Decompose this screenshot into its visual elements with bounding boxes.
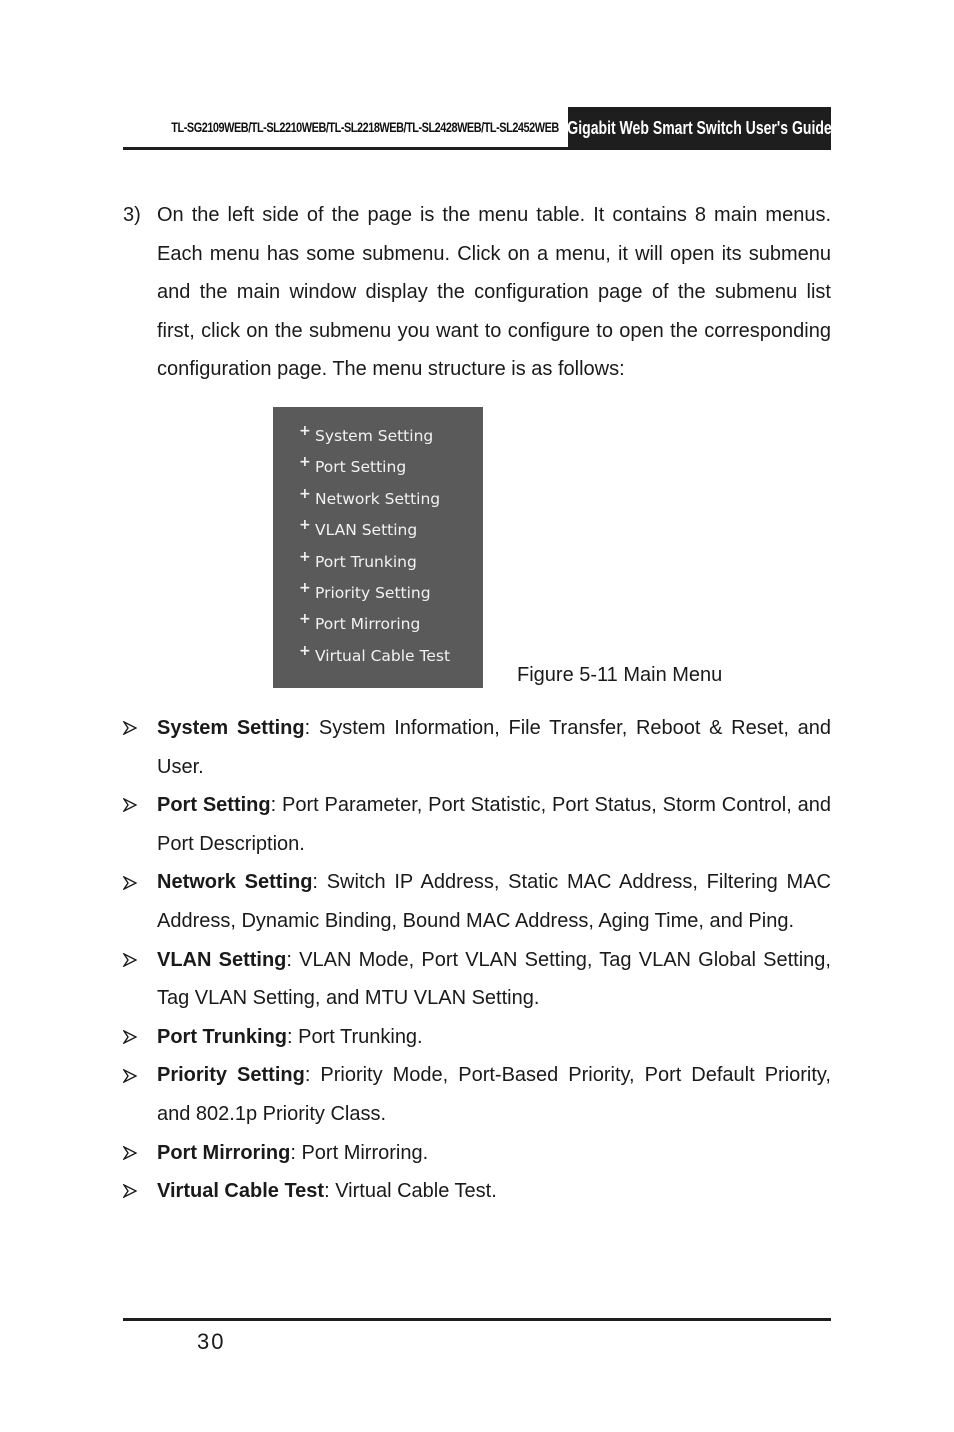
page-header — [123, 107, 831, 150]
menu-item-virtual-cable-test[interactable] — [299, 645, 450, 667]
plus-icon: + — [299, 643, 311, 659]
header-rule — [123, 147, 831, 150]
main-menu-panel — [273, 407, 483, 688]
list-item — [123, 863, 831, 940]
menu-item-label: Port Trunking — [315, 553, 417, 571]
menu-item-label: Network Setting — [315, 490, 441, 508]
header-guide-badge — [568, 107, 831, 150]
arrow-bullet-icon — [123, 941, 141, 980]
list-item — [123, 1018, 831, 1057]
list-item-term: Network Setting — [157, 871, 313, 894]
arrow-bullet-icon — [123, 786, 141, 825]
list-item-desc: : Port Mirroring. — [290, 1141, 429, 1164]
page-number: 30 — [197, 1329, 226, 1354]
list-item-desc: : VLAN Mode, Port VLAN Setting, Tag VLAN Global Setting, Tag VLAN Setting, and MTU VLAN Setting. — [157, 948, 831, 1010]
menu-item-system-setting[interactable] — [299, 425, 433, 447]
plus-icon: + — [299, 423, 311, 439]
list-item-term: System Setting — [157, 717, 305, 739]
menu-item-label: System Setting — [315, 427, 434, 445]
list-item-desc: : System Information, File Transfer, Reboot & Reset, and User. — [157, 717, 832, 778]
intro-number: 3) — [123, 204, 141, 226]
header-guide-title: Gigabit Web Smart Switch User's Guide — [567, 118, 832, 138]
footer-rule — [123, 1318, 831, 1321]
arrow-bullet-icon — [123, 1172, 141, 1211]
list-item — [123, 1172, 831, 1211]
menu-item-port-setting[interactable] — [299, 456, 406, 478]
menu-description-list — [123, 709, 831, 1211]
list-item — [123, 941, 831, 1018]
list-item — [123, 1056, 831, 1133]
list-item — [123, 1134, 831, 1173]
figure-caption: Figure 5-11 Main Menu — [517, 664, 723, 686]
list-item-desc: : Port Trunking. — [287, 1025, 423, 1048]
list-item-term: Virtual Cable Test — [157, 1180, 325, 1203]
list-item-term: Priority Setting — [157, 1064, 305, 1087]
header-model-list: TL-SG2109WEB/TL-SL2210WEB/TL-SL2218WEB/TL-SL2428WEB/TL-SL2452WEB — [171, 119, 559, 135]
list-item-desc: : Switch IP Address, Static MAC Address, Filtering MAC Address, Dynamic Binding, Bound MAC Address, Aging Time, and Ping. — [157, 871, 831, 932]
list-item-desc: : Port Parameter, Port Statistic, Port Status, Storm Control, and Port Description. — [157, 794, 831, 855]
list-item-desc: : Priority Mode, Port-Based Priority, Port Default Priority, and 802.1p Priority Class. — [157, 1064, 831, 1125]
menu-item-network-setting[interactable] — [299, 488, 440, 510]
list-item — [123, 709, 831, 786]
menu-item-label: VLAN Setting — [315, 521, 418, 539]
menu-item-port-trunking[interactable] — [299, 551, 417, 573]
arrow-bullet-icon — [123, 1134, 141, 1173]
plus-icon: + — [299, 611, 311, 627]
plus-icon: + — [299, 486, 311, 502]
list-item — [123, 786, 831, 863]
menu-item-label: Virtual Cable Test — [315, 647, 451, 665]
menu-item-label: Port Setting — [315, 458, 407, 476]
menu-item-label: Port Mirroring — [315, 615, 421, 633]
list-item-term: VLAN Setting — [157, 948, 287, 971]
plus-icon: + — [299, 580, 311, 596]
arrow-bullet-icon — [123, 863, 141, 902]
plus-icon: + — [299, 549, 311, 565]
list-item-term: Port Setting — [157, 794, 271, 817]
menu-item-label: Priority Setting — [315, 584, 431, 602]
menu-item-vlan-setting[interactable] — [299, 519, 417, 541]
intro-paragraph — [123, 196, 831, 389]
arrow-bullet-icon — [123, 1056, 141, 1095]
plus-icon: + — [299, 517, 311, 533]
intro-text: On the left side of the page is the menu table. It contains 8 main menus. Each menu has some submenu. Click on a menu, it will open its submenu and the main window display the configuration page of the submenu list first, click on the submenu you want to configure to open the corresponding configuration page. The menu structure is as follows: — [157, 204, 831, 381]
arrow-bullet-icon — [123, 709, 141, 748]
menu-item-priority-setting[interactable] — [299, 582, 431, 604]
menu-item-port-mirroring[interactable] — [299, 613, 420, 635]
arrow-bullet-icon — [123, 1018, 141, 1057]
plus-icon: + — [299, 454, 311, 470]
list-item-desc: : Virtual Cable Test. — [324, 1180, 497, 1203]
list-item-term: Port Trunking — [157, 1025, 287, 1048]
list-item-term: Port Mirroring — [157, 1141, 291, 1164]
